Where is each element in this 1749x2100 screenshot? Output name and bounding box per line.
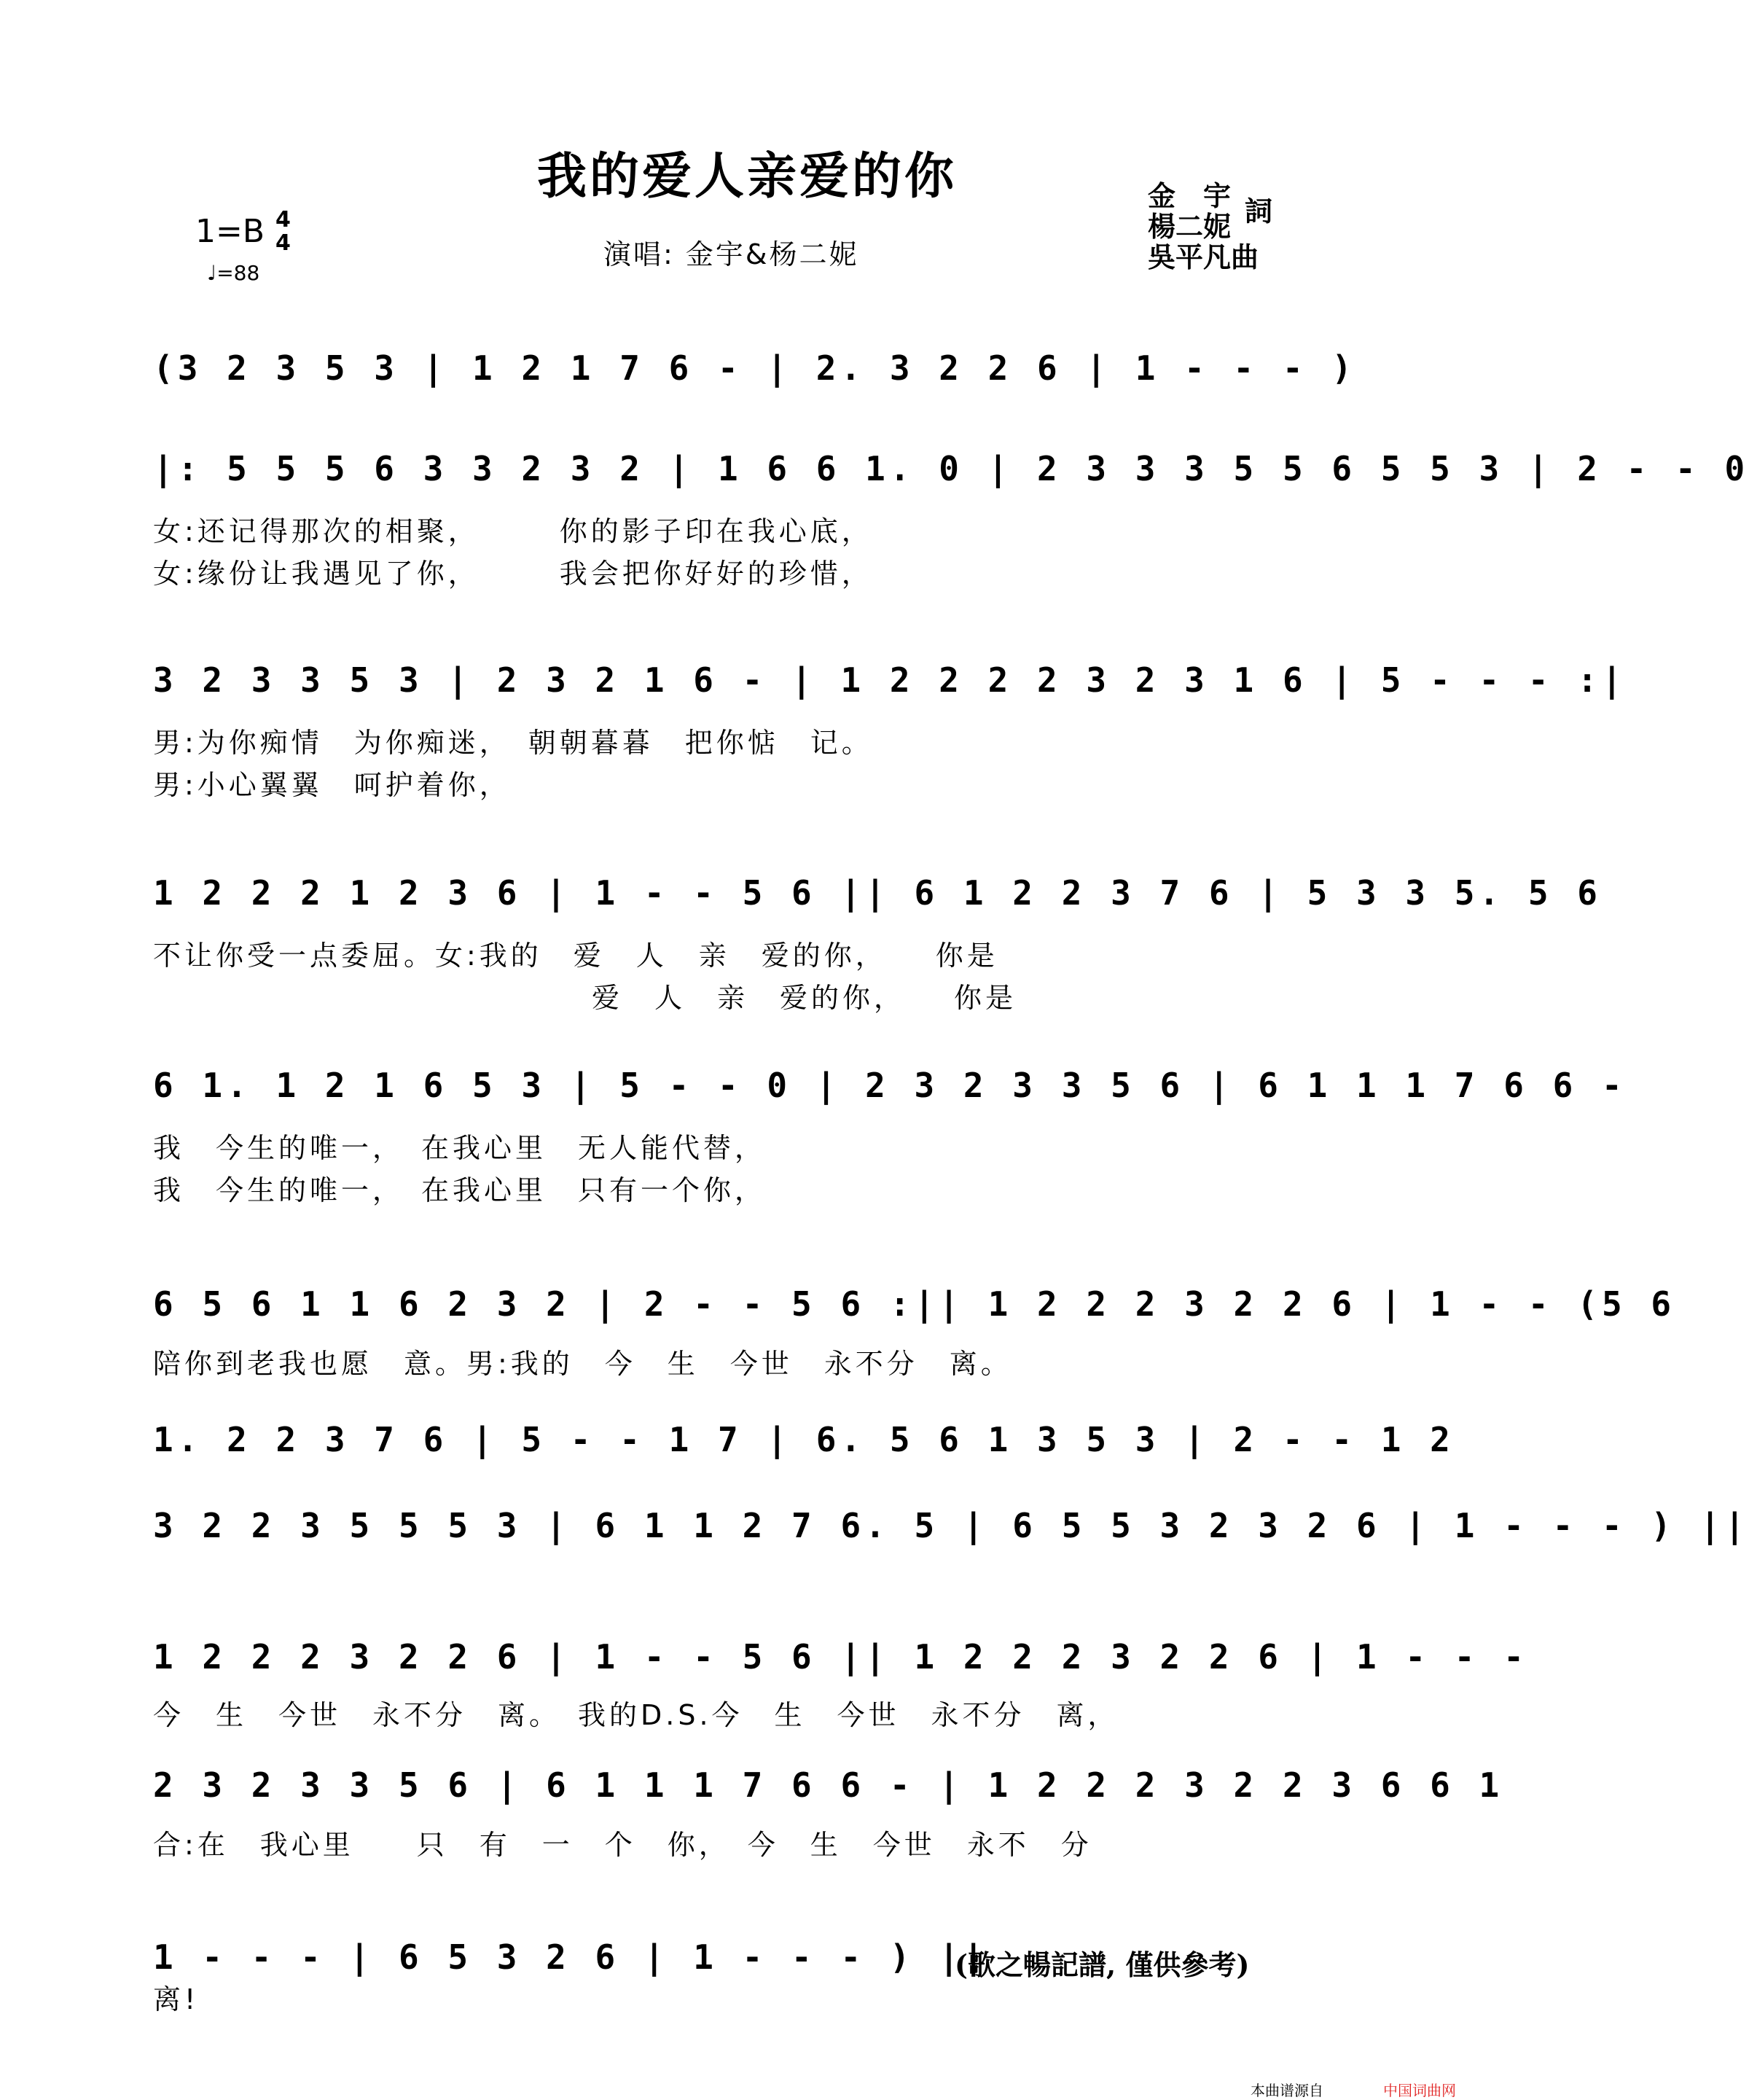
notation-row-7: 1. 2 2 3 7 6 | 5 - - 1 7 | 6. 5 6 1 3 5 3 | 2 - - 1 2 bbox=[153, 1420, 1455, 1459]
site-link[interactable]: 中国词曲网 bbox=[1383, 2082, 1456, 2099]
notation-row-11: 1 - - - | 6 5 3 2 6 | 1 - - - ) || bbox=[153, 1937, 988, 1977]
lyric-credit-suffix: 詞 bbox=[1245, 195, 1273, 227]
song-title: 我的爱人亲爱的你 bbox=[536, 147, 957, 206]
notation-row-1: (3 2 3 5 3 | 1 2 1 7 6 - | 2. 3 2 2 6 | 1 - - - ) bbox=[153, 348, 1357, 388]
time-signature-bottom: 4 bbox=[275, 230, 291, 256]
tempo-marking: ♩=88 bbox=[207, 261, 260, 285]
lyric-line-9: 陪你到老我也愿 意。男:我的 今 生 今世 永不分 离。 bbox=[153, 1348, 1012, 1380]
lyricist-credit-2: 楊二妮 bbox=[1148, 210, 1232, 243]
notation-row-10: 2 3 2 3 3 5 6 | 6 1 1 1 7 6 6 - | 1 2 2 2 3 2 2 3 6 6 1 bbox=[153, 1765, 1504, 1805]
footer-note: (歌之暢記譜, 僅供參考) bbox=[955, 1948, 1250, 1981]
notation-row-3: 3 2 3 3 5 3 | 2 3 2 1 6 - | 1 2 2 2 2 3 2 3 1 6 | 5 - - - :| bbox=[153, 660, 1627, 700]
lyric-line-10: 今 生 今世 永不分 离。 我的D.S.今 生 今世 永不分 离， bbox=[153, 1699, 1119, 1731]
notation-row-6: 6 5 6 1 1 6 2 3 2 | 2 - - 5 6 :|| 1 2 2 2 3 2 2 6 | 1 - - (5 6 bbox=[153, 1284, 1676, 1324]
time-signature bbox=[275, 208, 291, 255]
notation-row-9: 1 2 2 2 3 2 2 6 | 1 - - 5 6 || 1 2 2 2 3 2 2 6 | 1 - - - bbox=[153, 1637, 1528, 1677]
lyric-line-11: 合:在 我心里 只 有 一 个 你， 今 生 今世 永不 分 bbox=[153, 1829, 1092, 1861]
notation-row-8: 3 2 2 3 5 5 5 3 | 6 1 1 2 7 6. 5 | 6 5 5 3 2 3 2 6 | 1 - - - ) || bbox=[153, 1506, 1749, 1545]
lyric-line-12: 离! bbox=[153, 1983, 200, 2015]
time-signature-top: 4 bbox=[275, 207, 291, 233]
notation-row-4: 1 2 2 2 1 2 3 6 | 1 - - 5 6 || 6 1 2 2 3 7 6 | 5 3 3 5. 5 6 bbox=[153, 873, 1602, 913]
notation-row-2: |: 5 5 5 6 3 3 2 3 2 | 1 6 6 1. 0 | 2 3 3 3 5 5 6 5 5 3 | 2 - - 0 bbox=[153, 449, 1749, 488]
singer-credit: 演唱: 金宇&杨二妮 bbox=[603, 238, 859, 270]
lyric-line-8: 我 今生的唯一， 在我心里 只有一个你， bbox=[153, 1174, 767, 1206]
lyric-line-3: 男:为你痴情 为你痴迷， 朝朝暮暮 把你惦 记。 bbox=[153, 727, 873, 759]
lyric-line-2: 女:缘份让我遇见了你， 我会把你好好的珍惜， bbox=[153, 558, 873, 590]
lyricist-credit-1: 金 宇 bbox=[1148, 179, 1232, 212]
lyric-line-5: 不让你受一点委屈。女:我的 爱 人 亲 爱的你， 你是 bbox=[153, 940, 998, 972]
lyric-line-4: 男:小心翼翼 呵护着你， bbox=[153, 769, 511, 801]
lyric-line-7: 我 今生的唯一， 在我心里 无人能代替， bbox=[153, 1132, 767, 1164]
notation-row-5: 6 1. 1 2 1 6 5 3 | 5 - - 0 | 2 3 2 3 3 5 6 | 6 1 1 1 7 6 6 - bbox=[153, 1066, 1627, 1105]
lyric-line-6: 爱 人 亲 爱的你， 你是 bbox=[153, 982, 1017, 1014]
key-signature: 1=B bbox=[195, 213, 265, 250]
source-label: 本曲谱源自 bbox=[1251, 2082, 1323, 2099]
composer-credit: 吳平凡曲 bbox=[1148, 241, 1259, 273]
lyric-line-1: 女:还记得那次的相聚， 你的影子印在我心底， bbox=[153, 515, 873, 547]
